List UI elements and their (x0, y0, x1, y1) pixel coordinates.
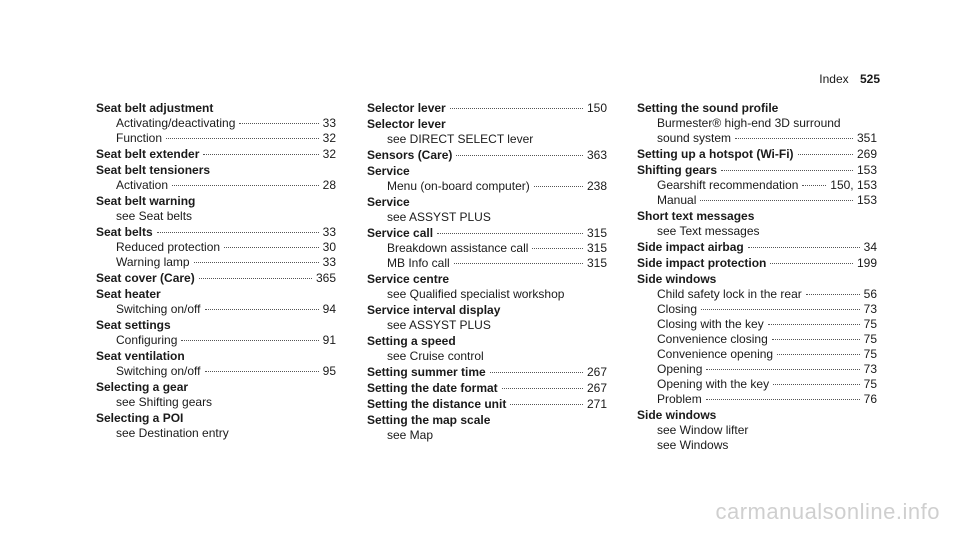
index-subentry (96, 116, 336, 131)
dot-leader (768, 323, 860, 325)
index-page-ref[interactable]: 199 (856, 256, 877, 270)
index-page-ref[interactable]: 238 (586, 179, 607, 193)
index-subentry (367, 256, 607, 271)
dot-leader (456, 154, 583, 156)
index-page-ref[interactable]: 76 (863, 392, 877, 406)
dot-leader (772, 338, 860, 340)
index-heading-row (637, 407, 877, 423)
page-number: 525 (859, 72, 880, 86)
dot-leader (773, 383, 860, 385)
index-heading-row (637, 239, 877, 255)
index-subentry-text: see ASSYST PLUS (387, 210, 491, 224)
index-entry (367, 225, 607, 271)
index-subentry (96, 131, 336, 146)
index-subentry-text: see Qualified specialist workshop (387, 287, 565, 301)
index-label: Index (819, 72, 849, 86)
index-subentry-text: Activating/deactivating (116, 116, 236, 130)
dot-leader (532, 247, 583, 249)
index-page-ref[interactable]: 75 (863, 317, 877, 331)
index-subentry-text: see Map (387, 428, 434, 442)
index-subentry-text: Menu (on-board computer) (387, 179, 530, 193)
dot-leader (166, 137, 319, 139)
index-column-3 (637, 100, 877, 453)
index-heading-row (96, 193, 336, 209)
index-heading: Service call (367, 226, 434, 240)
index-subentry-text: see Window lifter (657, 423, 749, 437)
index-subentry (367, 179, 607, 194)
index-heading-row (367, 271, 607, 287)
index-subentry-text: see DIRECT SELECT lever (387, 132, 534, 146)
index-entry (637, 100, 877, 146)
index-subentry (637, 377, 877, 392)
index-heading-row (96, 162, 336, 178)
index-subentry-text: Activation (116, 178, 169, 192)
index-subentry (637, 302, 877, 317)
dot-leader (239, 122, 318, 124)
dot-leader (706, 398, 860, 400)
index-heading-row (96, 146, 336, 162)
index-subentry-text: Closing with the key (657, 317, 764, 331)
index-entry (367, 271, 607, 302)
index-page-ref[interactable]: 267 (586, 365, 607, 379)
index-heading-row (637, 255, 877, 271)
index-heading: Seat heater (96, 287, 161, 301)
dot-leader (700, 199, 853, 201)
index-heading: Setting a speed (367, 334, 456, 348)
index-heading: Service (367, 195, 410, 209)
index-subentry-text: Opening with the key (657, 377, 770, 391)
index-subentry (96, 209, 336, 224)
index-heading-row (637, 208, 877, 224)
index-subentry (637, 438, 877, 453)
index-subentry-text: Convenience closing (657, 332, 768, 346)
index-entry (367, 302, 607, 333)
index-page-ref[interactable]: 33 (322, 255, 336, 269)
index-subentry-text: Configuring (116, 333, 178, 347)
index-entry (96, 286, 336, 317)
index-entry (367, 380, 607, 396)
index-subentry-text: Reduced protection (116, 240, 221, 254)
dot-leader (735, 137, 853, 139)
index-subentry (367, 318, 607, 333)
index-subentry-text: sound system (657, 131, 732, 145)
index-entry (637, 271, 877, 407)
index-subentry (367, 132, 607, 147)
index-heading: Service (367, 164, 410, 178)
index-subentry (637, 317, 877, 332)
index-page-ref[interactable]: 73 (863, 362, 877, 376)
index-page-ref[interactable]: 153 (856, 193, 877, 207)
index-heading: Setting the sound profile (637, 101, 779, 115)
index-heading-row (637, 271, 877, 287)
index-heading: Seat belt warning (96, 194, 196, 208)
index-page-ref[interactable]: 56 (863, 287, 877, 301)
dot-leader (806, 293, 860, 295)
dot-leader (770, 262, 853, 264)
index-page-ref[interactable]: 33 (322, 116, 336, 130)
index-entry (367, 100, 607, 116)
index-heading: Side windows (637, 408, 717, 422)
index-entry (367, 147, 607, 163)
index-entry (96, 146, 336, 162)
dot-leader (203, 153, 318, 155)
index-page-ref[interactable]: 271 (586, 397, 607, 411)
index-subentry (637, 193, 877, 208)
index-page-ref[interactable]: 95 (322, 364, 336, 378)
index-heading: Setting up a hotspot (Wi-Fi) (637, 147, 794, 161)
index-heading: Service centre (367, 272, 450, 286)
dot-leader (450, 107, 583, 109)
index-page-ref[interactable]: 153 (856, 163, 877, 177)
index-heading-row (367, 364, 607, 380)
index-entry (367, 364, 607, 380)
dot-leader (224, 246, 319, 248)
index-subentry-text: see Cruise control (387, 349, 484, 363)
index-heading: Side windows (637, 272, 717, 286)
index-subentry (637, 224, 877, 239)
index-subentry-text: see ASSYST PLUS (387, 318, 491, 332)
index-heading: Seat settings (96, 318, 171, 332)
index-subentry (367, 428, 607, 443)
index-heading: Seat cover (Care) (96, 271, 195, 285)
index-page-ref[interactable]: 28 (322, 178, 336, 192)
index-heading-row (367, 396, 607, 412)
index-subentry-text: see Windows (657, 438, 729, 452)
index-heading-row (96, 348, 336, 364)
index-subentry (637, 287, 877, 302)
index-heading-row (367, 302, 607, 318)
index-page-ref[interactable]: 75 (863, 347, 877, 361)
index-heading-row (367, 100, 607, 116)
dot-leader (194, 261, 319, 263)
dot-leader (172, 184, 319, 186)
index-column-1 (96, 100, 336, 441)
page-header (819, 72, 880, 86)
dot-leader (706, 368, 859, 370)
index-heading-row (96, 286, 336, 302)
index-subentry (637, 423, 877, 438)
index-subentry (367, 241, 607, 256)
index-entry (96, 162, 336, 193)
index-heading: Service interval display (367, 303, 501, 317)
index-heading: Setting the map scale (367, 413, 491, 427)
index-page-ref[interactable]: 33 (322, 225, 336, 239)
dot-leader (777, 353, 860, 355)
index-entry (637, 255, 877, 271)
index-page-ref[interactable]: 315 (586, 226, 607, 240)
index-entry (637, 239, 877, 255)
watermark: carmanualsonline.info (715, 499, 940, 524)
index-page-ref[interactable]: 269 (856, 147, 877, 161)
index-page-ref[interactable]: 315 (586, 241, 607, 255)
index-subentry-text: Gearshift recommendation (657, 178, 799, 192)
index-entry (96, 224, 336, 270)
index-entry (96, 317, 336, 348)
index-heading: Seat belt tensioners (96, 163, 211, 177)
index-subentry-text: Switching on/off (116, 302, 201, 316)
index-subentry (367, 287, 607, 302)
index-heading-row (96, 224, 336, 240)
index-heading: Selector lever (367, 101, 446, 115)
index-subentry (367, 349, 607, 364)
index-heading-row (367, 412, 607, 428)
index-subentry-text: Closing (657, 302, 698, 316)
index-heading: Seat belt adjustment (96, 101, 214, 115)
index-page-ref[interactable]: 365 (315, 271, 336, 285)
index-heading: Shifting gears (637, 163, 718, 177)
index-page-ref[interactable]: 32 (322, 147, 336, 161)
index-heading: Seat belts (96, 225, 153, 239)
dot-leader (502, 387, 583, 389)
index-page-ref[interactable]: 30 (322, 240, 336, 254)
index-entry (637, 407, 877, 453)
index-heading: Sensors (Care) (367, 148, 453, 162)
index-entry (96, 193, 336, 224)
index-heading: Selecting a gear (96, 380, 189, 394)
dot-leader (721, 169, 853, 171)
dot-leader (748, 246, 860, 248)
index-subentry-text: MB Info call (387, 256, 450, 270)
dot-leader (181, 339, 318, 341)
index-heading-row (367, 163, 607, 179)
index-subentry-text: see Destination entry (116, 426, 229, 440)
index-heading-row (96, 100, 336, 116)
index-page-ref[interactable]: 315 (586, 256, 607, 270)
index-subentry (637, 178, 877, 193)
index-entry (367, 194, 607, 225)
index-entry (96, 348, 336, 379)
index-subentry (637, 362, 877, 377)
index-heading: Side impact airbag (637, 240, 744, 254)
dot-leader (701, 308, 860, 310)
index-page-ref[interactable]: 34 (863, 240, 877, 254)
index-subentry-text: Manual (657, 193, 697, 207)
index-entry (637, 162, 877, 208)
index-entry (367, 163, 607, 194)
index-entry (96, 410, 336, 441)
dot-leader (205, 308, 319, 310)
index-subentry (367, 210, 607, 225)
index-subentry (96, 240, 336, 255)
index-heading-row (96, 379, 336, 395)
index-heading-row (367, 147, 607, 163)
index-entry (637, 208, 877, 239)
index-subentry (96, 302, 336, 317)
index-heading-row (367, 116, 607, 132)
index-heading-row (637, 100, 877, 116)
index-page-ref[interactable]: 363 (586, 148, 607, 162)
dot-leader (454, 262, 583, 264)
index-subentry-text: see Text messages (657, 224, 760, 238)
index-page-ref[interactable]: 73 (863, 302, 877, 316)
index-entry (96, 100, 336, 146)
index-subentry-text: Breakdown assistance call (387, 241, 529, 255)
index-page-ref[interactable]: 75 (863, 377, 877, 391)
index-column-2 (367, 100, 607, 443)
index-subentry (96, 178, 336, 193)
index-entry (637, 146, 877, 162)
index-page-ref[interactable]: 150, 153 (830, 178, 877, 192)
index-subentry-text: see Shifting gears (116, 395, 213, 409)
index-page-ref[interactable]: 351 (856, 131, 877, 145)
dot-leader (802, 184, 826, 186)
index-subentry-text: Function (116, 131, 163, 145)
index-heading-row (367, 333, 607, 349)
index-entry (96, 379, 336, 410)
index-entry (96, 270, 336, 286)
index-heading: Seat ventilation (96, 349, 185, 363)
index-heading-row (96, 270, 336, 286)
index-page-ref[interactable]: 32 (322, 131, 336, 145)
index-subentry-text: Warning lamp (116, 255, 190, 269)
index-heading-row (637, 146, 877, 162)
index-subentry (637, 332, 877, 347)
dot-leader (437, 232, 583, 234)
index-heading: Setting the date format (367, 381, 498, 395)
index-subentry-text: Problem (657, 392, 702, 406)
index-subentry-text: Convenience opening (657, 347, 774, 361)
index-heading: Short text messages (637, 209, 755, 223)
index-heading: Setting the distance unit (367, 397, 507, 411)
dot-leader (510, 403, 583, 405)
index-heading: Selector lever (367, 117, 446, 131)
index-subentry (96, 255, 336, 270)
index-page-ref[interactable]: 75 (863, 332, 877, 346)
index-entry (367, 396, 607, 412)
index-page-ref[interactable]: 91 (322, 333, 336, 347)
index-subentry (637, 131, 877, 146)
index-subentry-text: Switching on/off (116, 364, 201, 378)
index-heading-row (637, 162, 877, 178)
dot-leader (205, 370, 319, 372)
index-heading: Side impact protection (637, 256, 767, 270)
index-page-ref[interactable]: 94 (322, 302, 336, 316)
index-subentry (637, 347, 877, 362)
index-heading-row (367, 225, 607, 241)
index-subentry (637, 116, 877, 131)
dot-leader (199, 277, 312, 279)
index-subentry (96, 426, 336, 441)
index-subentry-text: Burmester® high-end 3D surround (657, 116, 841, 130)
dot-leader (157, 231, 319, 233)
index-subentry-text: see Seat belts (116, 209, 193, 223)
dot-leader (534, 185, 583, 187)
index-subentry-text: Child safety lock in the rear (657, 287, 802, 301)
index-page-ref[interactable]: 150 (586, 101, 607, 115)
index-heading-row (367, 380, 607, 396)
index-heading: Seat belt extender (96, 147, 200, 161)
index-subentry-text: Opening (657, 362, 703, 376)
index-heading: Setting summer time (367, 365, 486, 379)
index-entry (367, 116, 607, 147)
index-subentry (96, 364, 336, 379)
index-heading-row (96, 410, 336, 426)
index-subentry (96, 333, 336, 348)
index-entry (367, 412, 607, 443)
index-page-ref[interactable]: 267 (586, 381, 607, 395)
dot-leader (490, 371, 583, 373)
dot-leader (798, 153, 853, 155)
index-subentry (96, 395, 336, 410)
index-subentry (637, 392, 877, 407)
index-entry (367, 333, 607, 364)
index-heading: Selecting a POI (96, 411, 184, 425)
index-heading-row (96, 317, 336, 333)
index-heading-row (367, 194, 607, 210)
